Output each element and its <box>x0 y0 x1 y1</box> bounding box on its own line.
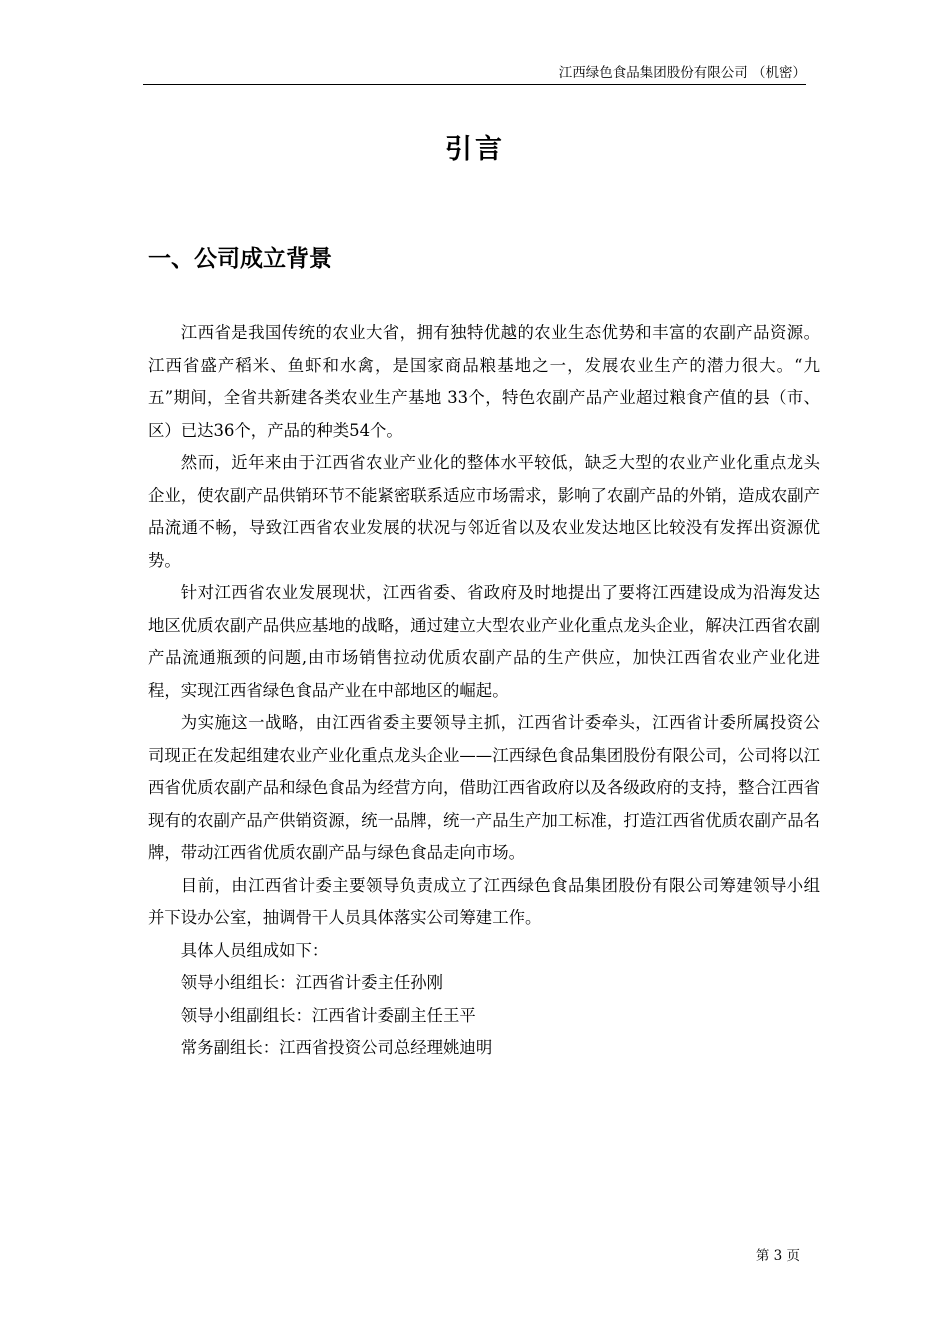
staff-item: 领导小组副组长：江西省计委副主任王平 <box>180 1005 476 1025</box>
header-company-text: 江西绿色食品集团股份有限公司 （机密） <box>558 65 806 81</box>
paragraph: 目前，由江西省计委主要领导负责成立了江西绿色食品集团股份有限公司筹建领导小组并下设办公室，抽调骨干人员具体落实公司筹建工作。 <box>148 875 820 927</box>
paragraph: 江西省是我国传统的农业大省，拥有独特优越的农业生态优势和丰富的农副产品资源。江西省盛产稻米、鱼虾和水禽，是国家商品粮基地之一，发展农业生产的潜力很大。“九五”期间，全省共新建各类农业生产基地 33个，特色农副产品产业超过粮食产值的县（市、区）已达36个，产品的种类54个。 <box>148 323 820 440</box>
page-title: 引言 <box>445 134 505 165</box>
paragraph: 然而，近年来由于江西省农业产业化的整体水平较低，缺乏大型的农业产业化重点龙头企业，使农副产品供销环节不能紧密联系适应市场需求，影响了农副产品的外销，造成农副产品流通不畅，导致江西省农业发展的状况与邻近省以及农业发达地区比较没有发挥出资源优势。 <box>148 453 821 570</box>
page-number: 第 3 页 <box>755 1248 800 1264</box>
paragraph: 为实施这一战略，由江西省委主要领导主抓，江西省计委牵头，江西省计委所属投资公司现正在发起组建农业产业化重点龙头企业——江西绿色食品集团股份有限公司，公司将以江西省优质农副产品和绿色食品为经营方向，借助江西省政府以及各级政府的支持，整合江西省现有的农副产品产供销资源，统一品牌，统一产品生产加工标准，打造江西省优质农副产品名牌，带动江西省优质农副产品与绿色食品走向市场。 <box>148 713 821 862</box>
section-heading: 一、公司成立背景 <box>148 246 332 272</box>
body-text <box>148 317 820 1065</box>
staff-intro: 具体人员组成如下： <box>180 940 329 960</box>
page-header <box>143 64 806 85</box>
staff-item: 领导小组组长：江西省计委主任孙刚 <box>180 973 444 992</box>
paragraph: 针对江西省农业发展现状，江西省委、省政府及时地提出了要将江西建设成为沿海发达地区优质农副产品供应基地的战略，通过建立大型农业产业化重点龙头企业，解决江西省农副产品流通瓶颈的问题,由市场销售拉动优质农副产品的生产供应，加快江西省农业产业化进程，实现江西省绿色食品产业在中部地区的崛起。 <box>148 583 821 700</box>
staff-item: 常务副组长：江西省投资公司总经理姚迪明 <box>180 1038 493 1057</box>
